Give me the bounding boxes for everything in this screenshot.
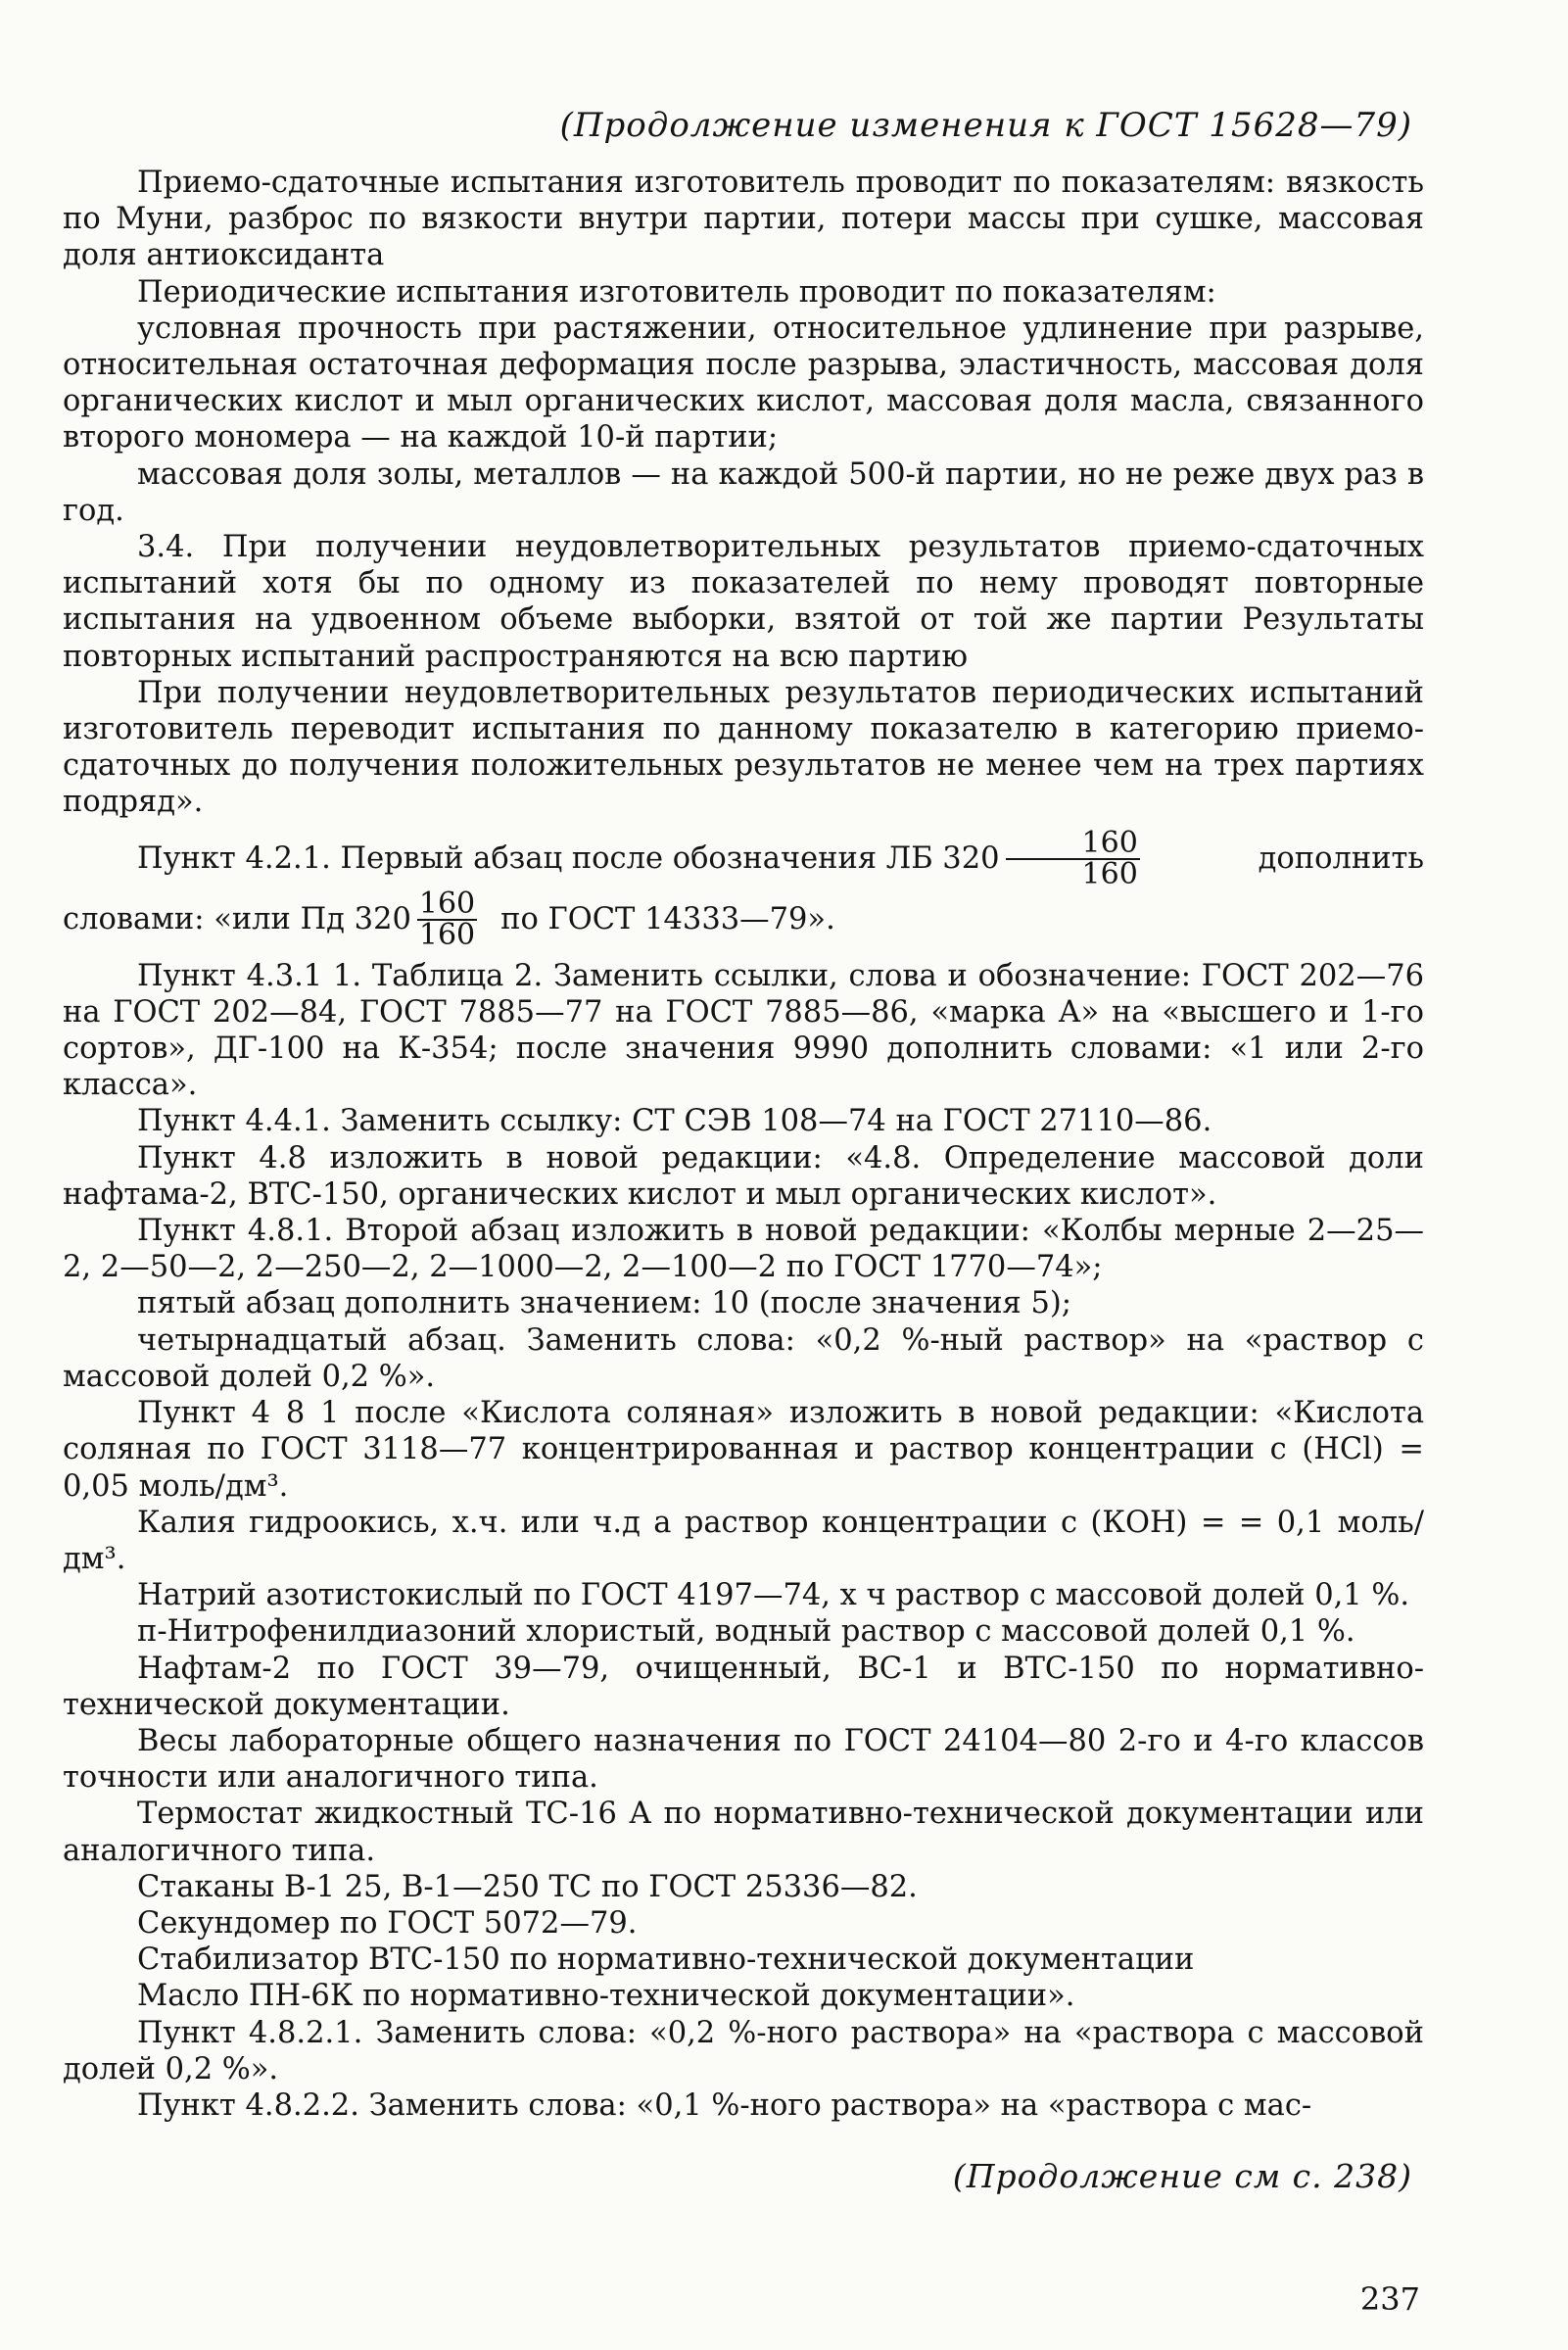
paragraph: Нафтам-2 по ГОСТ 39—79, очищенный, ВС-1 и ВТС-150 по нормативно-технической документации. [63,1651,1424,1722]
paragraph-with-fraction [63,825,1424,891]
paragraph-with-fraction [63,886,1424,952]
paragraph: Весы лабораторные общего назначения по ГОСТ 24104—80 2-го и 4-го классов точности или аналогичного типа. [63,1723,1424,1796]
paragraph: массовая доля золы, металлов — на каждой 500-й партии, но не реже двух раз в год. [63,456,1424,528]
continuation-note: (Продолжение см с. 238) [952,2157,1412,2195]
text-fragment: по ГОСТ 14333—79». [500,902,835,937]
text-fragment: словами: «или Пд 320 [63,902,411,937]
paragraph: Пункт 4.3.1 1. Таблица 2. Заменить ссылки, слова и обозначение: ГОСТ 202—76 на ГОСТ 202—84, ГОСТ 7885—77 на ГОСТ 7885—86, «марка А» на «высшего и 1-го сортов», ДГ-100 на К-354; после значения 9990 дополнить словами: «1 или 2-го класса». [63,958,1424,1103]
page-number: 237 [1359,2280,1420,2318]
paragraph: Пункт 4.8.1. Второй абзац изложить в новой редакции: «Колбы мерные 2—25—2, 2—50—2, 2—250—2, 2—1000—2, 2—100—2 по ГОСТ 1770—74»; [63,1214,1424,1285]
fraction-denominator: 160 [1081,856,1138,891]
paragraph: Калия гидроокись, х.ч. или ч.д а раствор концентрации c (КОН) = = 0,1 моль/дм³. [63,1505,1424,1576]
paragraph: Приемо-сдаточные испытания изготовитель проводит по показателям: вязкость по Муни, разброс по вязкости внутри партии, потери массы при сушке, массовая доля антиоксиданта [63,166,1424,273]
paragraph: Секундомер по ГОСТ 5072—79. [137,1905,638,1941]
paragraph: 3.4. При получении неудовлетворительных результатов приемо-сдаточных испытаний хотя бы по одному из показателей по нему проводят повторные испытания на удвоенном объеме выборки, взятой от той же партии Результаты повторных испытаний распространяются на всю партию [63,530,1424,674]
paragraph: Пункт 4 8 1 после «Кислота соляная» изложить в новой редакции: «Кислота соляная по ГОСТ 3118—77 концентрированная и раствор концентрации c (HCl) = 0,05 моль/дм³. [63,1396,1424,1504]
fraction-denominator: 160 [418,917,476,952]
paragraph: пятый абзац дополнить значением: 10 (после значения 5); [137,1286,1072,1321]
paragraph: условная прочность при растяжении, относительное удлинение при разрыве, относительная остаточная деформация после разрыва, эластичность, массовая доля органических кислот и мыл органических кислот, массовая доля масла, связанного второго мономера — на каждой 10-й партии; [63,311,1424,456]
fraction-numerator: 160 [418,886,476,921]
running-header: (Продолжение изменения к ГОСТ 15628—79) [559,106,1412,145]
paragraph: четырнадцатый абзац. Заменить слова: «0,2 %-ный раствор» на «раствор с массовой долей 0,2 %». [63,1322,1424,1394]
fraction [1006,825,1140,891]
paragraph: Пункт 4.8.2.2. Заменить слова: «0,1 %-ного раствора» на «раствора с мас- [137,2087,1312,2123]
document-body [63,165,1424,2124]
paragraph: Периодические испытания изготовитель проводит по показателям: [137,274,1216,310]
fraction [417,886,477,952]
fraction-numerator: 160 [1006,829,1140,860]
paragraph: При получении неудовлетворительных результатов периодических испытаний изготовитель переводит испытания по данному показателю в категорию приемо-сдаточных до получения положительных результатов не менее чем на трех партиях подряд». [63,675,1424,820]
paragraph: Натрий азотистокислый по ГОСТ 4197—74, х ч раствор с массовой долей 0,1 %. [137,1578,1410,1613]
paragraph: Стабилизатор ВТС-150 по нормативно-технической документации [137,1942,1195,1978]
text-fragment: Пункт 4.2.1. Первый абзац после обозначения ЛБ 320 [137,841,1000,877]
paragraph: Стаканы В-1 25, В-1—250 ТС по ГОСТ 25336—82. [137,1869,918,1904]
paragraph: Пункт 4.4.1. Заменить ссылку: СТ СЭВ 108—74 на ГОСТ 27110—86. [137,1104,1212,1139]
paragraph: Масло ПН-6К по нормативно-технической документации». [137,1979,1075,2014]
paragraph: Термостат жидкостный ТС-16 А по нормативно-технической документации или аналогичного типа. [63,1797,1424,1868]
paragraph: п-Нитрофенилдиазоний хлористый, водный раствор с массовой долей 0,1 %. [137,1614,1355,1650]
text-fragment: дополнить [1258,841,1424,877]
paragraph: Пункт 4.8.2.1. Заменить слова: «0,2 %-ного раствора» на «раствора с массовой долей 0,2 %». [63,2015,1424,2086]
paragraph: Пункт 4.8 изложить в новой редакции: «4.8. Определение массовой доли нафтама-2, ВТС-150, органических кислот и мыл органических кислот». [63,1140,1424,1212]
